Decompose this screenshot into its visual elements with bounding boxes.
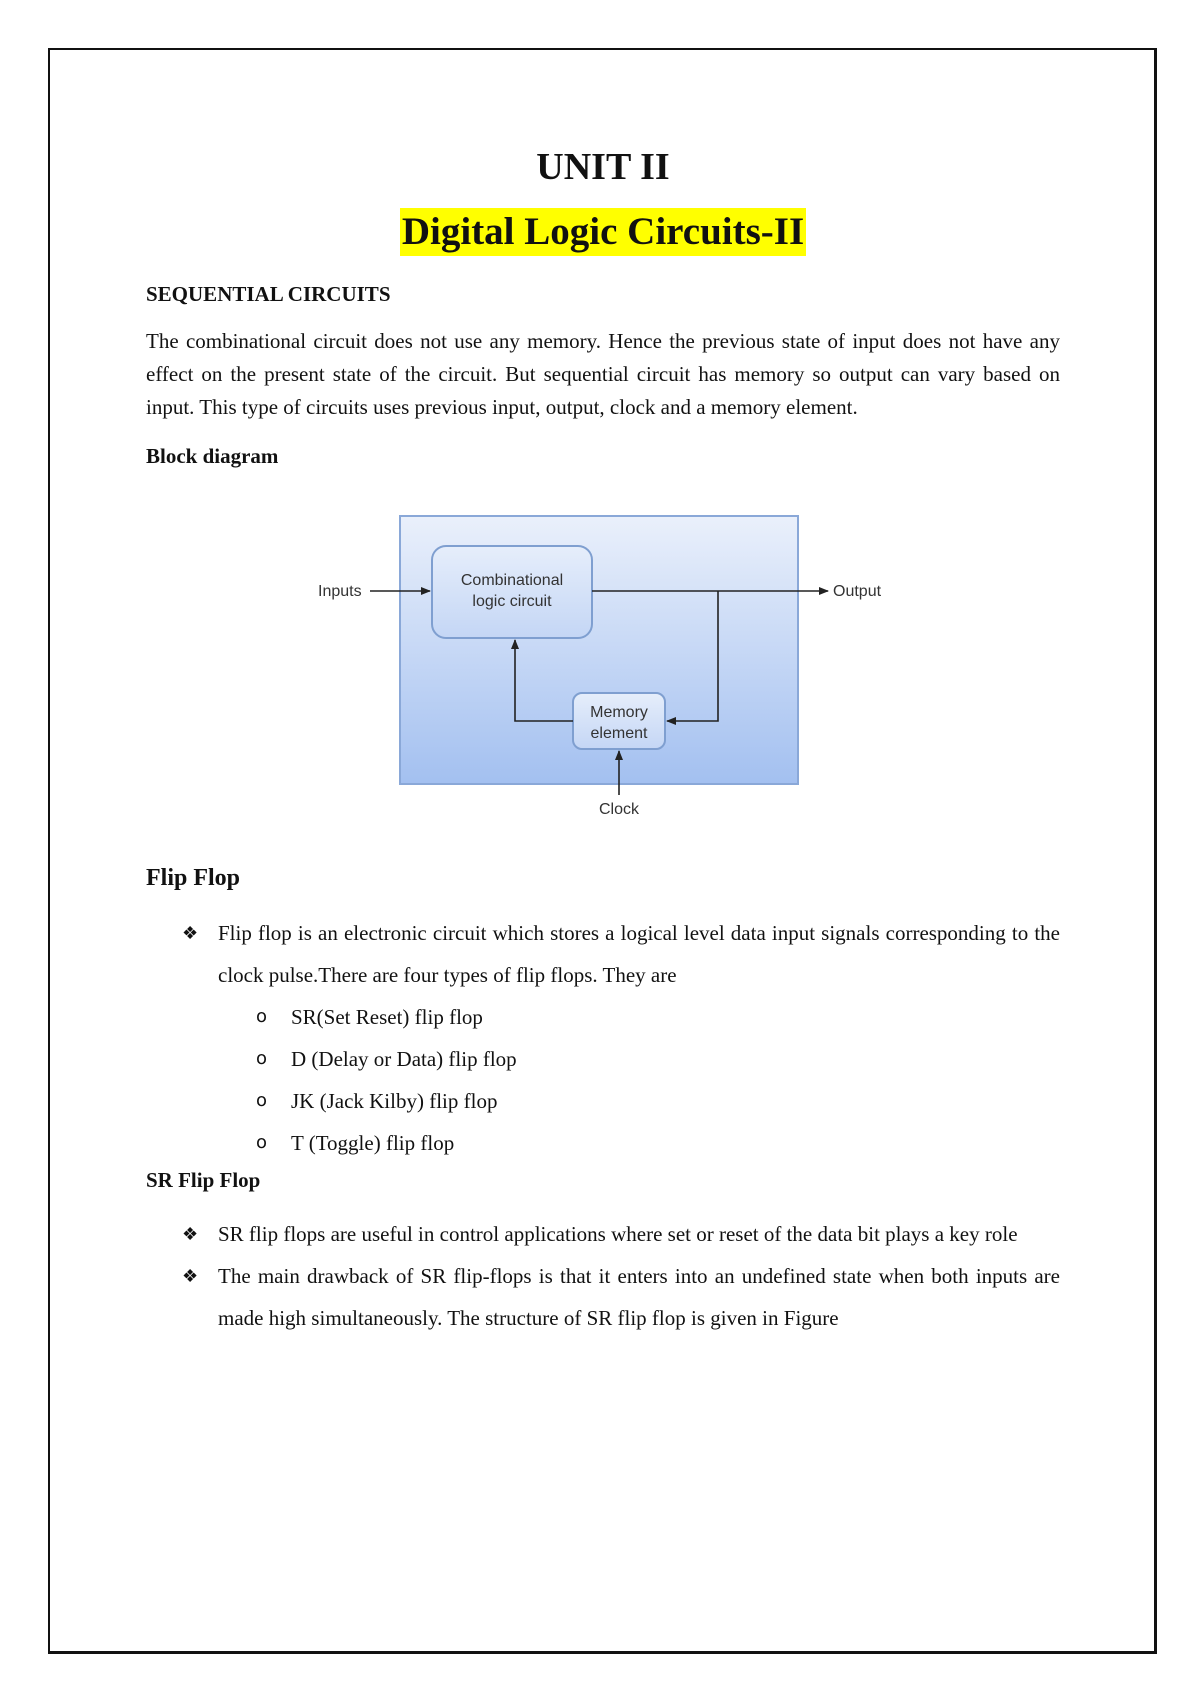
list-item (146, 1038, 1060, 1080)
document-content (146, 140, 1060, 1339)
circle-bullet-icon: o (256, 1048, 268, 1069)
circle-bullet-icon: o (256, 1132, 268, 1153)
flip-flop-type: SR(Set Reset) flip flop (291, 1005, 483, 1029)
list-item (146, 1255, 1060, 1339)
list-item (146, 912, 1060, 996)
flip-flop-types-list (146, 996, 1060, 1164)
list-item (146, 1080, 1060, 1122)
diamond-bullet-icon: ❖ (182, 1266, 199, 1286)
flip-flop-type: T (Toggle) flip flop (291, 1131, 455, 1155)
clock-label: Clock (598, 801, 640, 818)
list-item (146, 996, 1060, 1038)
block-diagram (146, 477, 1060, 837)
subtitle-wrap (146, 208, 1060, 258)
combinational-label-line1: Combinational (460, 572, 564, 589)
circle-bullet-icon: o (256, 1090, 268, 1111)
combinational-label-line2: logic circuit (472, 593, 552, 610)
block-diagram-svg (146, 477, 1060, 837)
sequential-heading: SEQUENTIAL CIRCUITS (146, 282, 391, 306)
memory-label-line1: Memory (590, 704, 648, 721)
list-item (146, 1122, 1060, 1164)
sr-flip-flop-heading: SR Flip Flop (146, 1168, 261, 1192)
flip-flop-type: D (Delay or Data) flip flop (291, 1047, 517, 1071)
combinational-box (432, 546, 592, 638)
block-diagram-heading: Block diagram (146, 444, 279, 468)
flip-flop-description: Flip flop is an electronic circuit which stores a logical level data input signals corresponding to the clock pulse.There are four types of flip flops. They are (218, 921, 1060, 987)
list-item (146, 1213, 1060, 1255)
diamond-bullet-icon: ❖ (182, 923, 199, 943)
sr-flip-flop-list (146, 1213, 1060, 1339)
inputs-label: Inputs (318, 583, 362, 600)
chapter-subtitle: Digital Logic Circuits-II (400, 208, 806, 256)
sequential-paragraph: The combinational circuit does not use any memory. Hence the previous state of input does not have any effect on the present state of the circuit. But sequential circuit has memory so output can vary based on input. This type of circuits uses previous input, output, clock and a memory element. (146, 329, 1060, 419)
flip-flop-type: JK (Jack Kilby) flip flop (291, 1089, 498, 1113)
unit-title: UNIT II (536, 146, 670, 188)
flip-flop-list (146, 912, 1060, 996)
diamond-bullet-icon: ❖ (182, 1224, 199, 1244)
flip-flop-heading: Flip Flop (146, 865, 241, 891)
sr-bullet-text: The main drawback of SR flip-flops is that it enters into an undefined state when both inputs are made high simultaneously. The structure of SR flip flop is given in Figure (218, 1264, 1060, 1330)
circle-bullet-icon: o (256, 1006, 268, 1027)
output-label: Output (833, 583, 882, 600)
memory-label-line2: element (590, 725, 648, 742)
sr-bullet-text: SR flip flops are useful in control applications where set or reset of the data bit plays a key role (218, 1222, 1018, 1246)
